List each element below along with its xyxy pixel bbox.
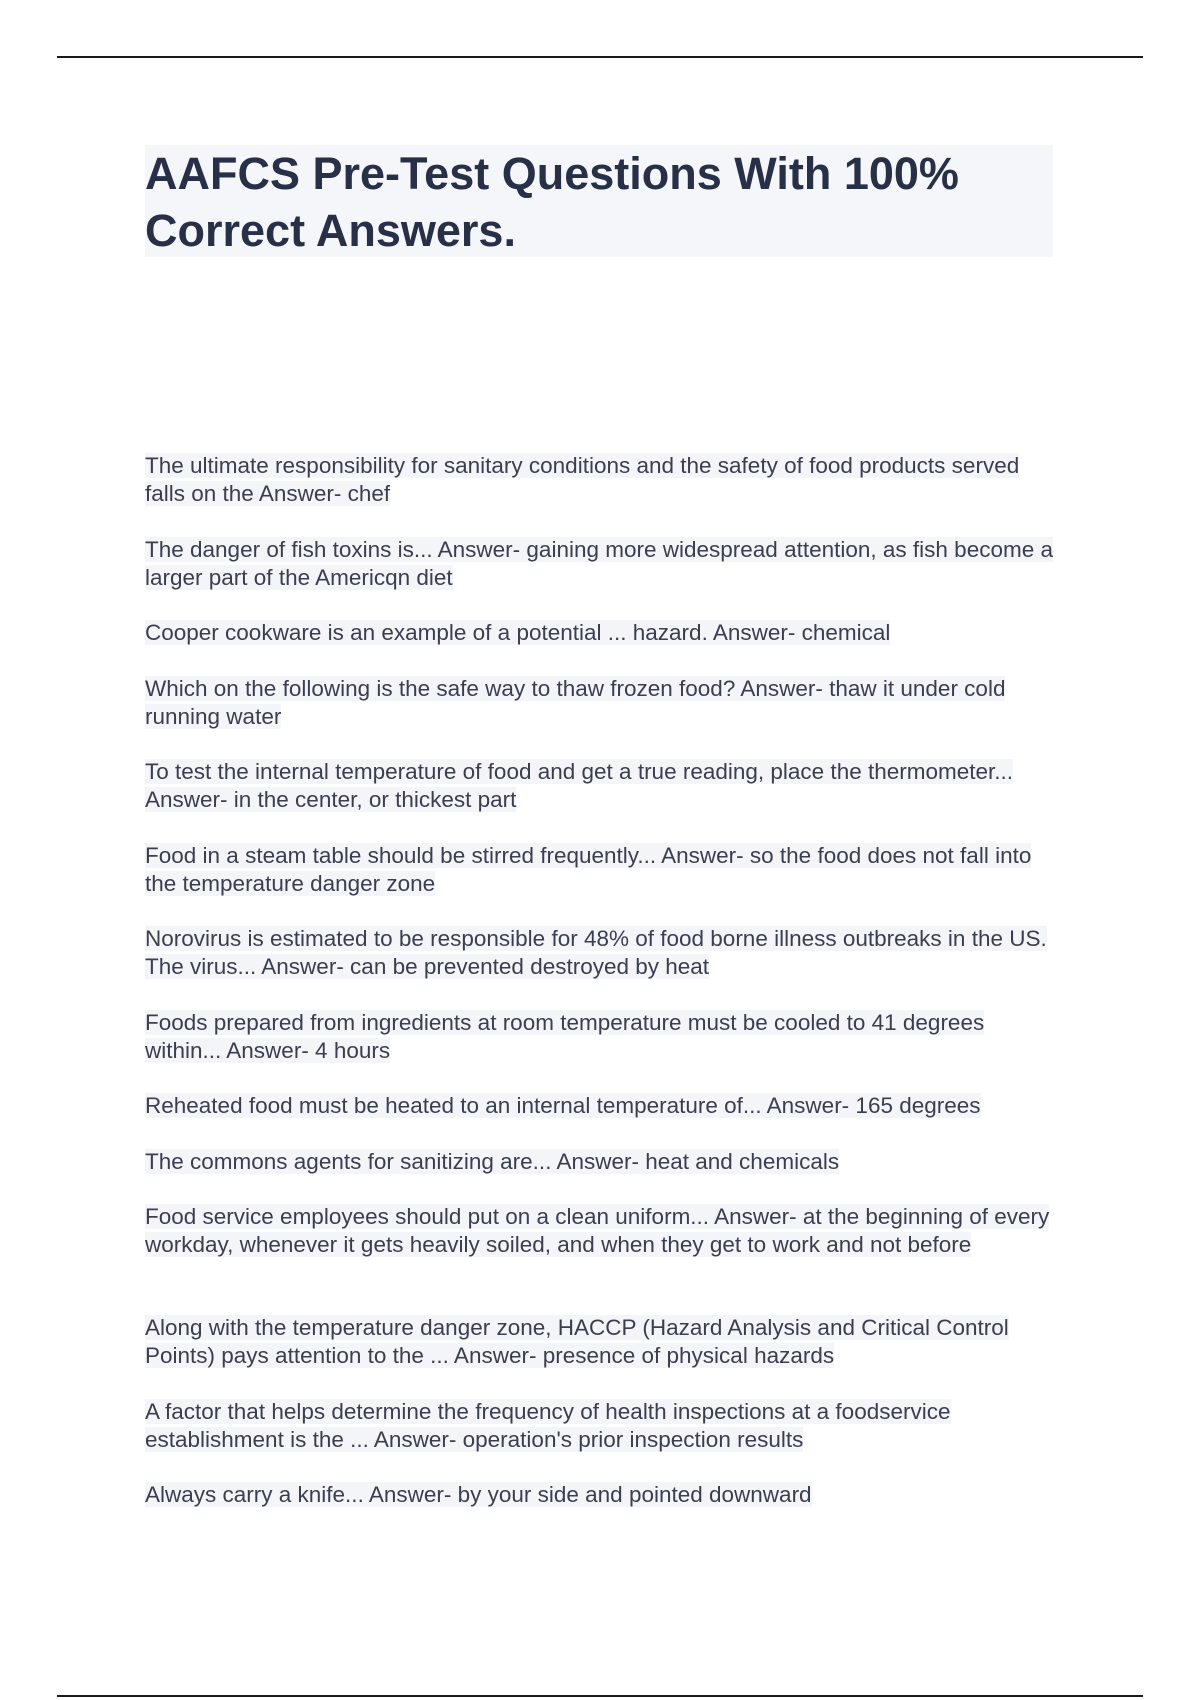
- qa-text: The commons agents for sanitizing are... Answer- heat and chemicals: [145, 1149, 840, 1174]
- qa-text: Foods prepared from ingredients at room temperature must be cooled to 41 degrees within... Answer- 4 hours: [145, 1010, 985, 1063]
- qa-item: [145, 1398, 1055, 1454]
- qa-text: The ultimate responsibility for sanitary conditions and the safety of food products served falls on the Answer- chef: [145, 453, 1020, 506]
- qa-text: Which on the following is the safe way to thaw frozen food? Answer- thaw it under cold running water: [145, 676, 1006, 729]
- document-title: AAFCS Pre-Test Questions With 100% Correct Answers.: [145, 148, 959, 256]
- qa-item: [145, 675, 1055, 731]
- qa-item: [145, 536, 1055, 592]
- qa-item: [145, 452, 1055, 508]
- qa-text: The danger of fish toxins is... Answer- gaining more widespread attention, as fish become a larger part of the Americqn diet: [145, 537, 1053, 590]
- qa-item: [145, 842, 1055, 898]
- qa-item: [145, 1092, 1055, 1120]
- qa-text: Always carry a knife... Answer- by your side and pointed downward: [145, 1482, 812, 1507]
- qa-text: To test the internal temperature of food and get a true reading, place the thermometer... Answer- in the center, or thickest part: [145, 759, 1014, 812]
- header-rule: [57, 56, 1143, 58]
- title-block: [145, 145, 1053, 257]
- qa-text: Reheated food must be heated to an internal temperature of... Answer- 165 degrees: [145, 1093, 981, 1118]
- qa-text: Food service employees should put on a clean uniform... Answer- at the beginning of every workday, whenever it gets heavily soiled, and when they get to work and not before: [145, 1204, 1050, 1257]
- qa-item: [145, 925, 1055, 981]
- footer-rule: [57, 1695, 1143, 1697]
- qa-text: Norovirus is estimated to be responsible for 48% of food borne illness outbreaks in the US. The virus... Answer- can be prevented destroyed by heat: [145, 926, 1047, 979]
- qa-item: [145, 1009, 1055, 1065]
- qa-text: Cooper cookware is an example of a potential ... hazard. Answer- chemical: [145, 620, 891, 645]
- qa-item: [145, 758, 1055, 814]
- qa-text: Along with the temperature danger zone, HACCP (Hazard Analysis and Critical Control Points) pays attention to the ... Answer- presence of physical hazards: [145, 1315, 1009, 1368]
- qa-item: [145, 619, 1055, 647]
- qa-item: [145, 1203, 1055, 1287]
- qa-list: [145, 452, 1055, 1509]
- qa-item: [145, 1481, 1055, 1509]
- qa-text: Food in a steam table should be stirred frequently... Answer- so the food does not fall into the temperature danger zone: [145, 843, 1032, 896]
- qa-item: [145, 1314, 1055, 1370]
- qa-item: [145, 1148, 1055, 1176]
- qa-text: A factor that helps determine the frequency of health inspections at a foodservice establishment is the ... Answer- operation's prior inspection results: [145, 1399, 951, 1452]
